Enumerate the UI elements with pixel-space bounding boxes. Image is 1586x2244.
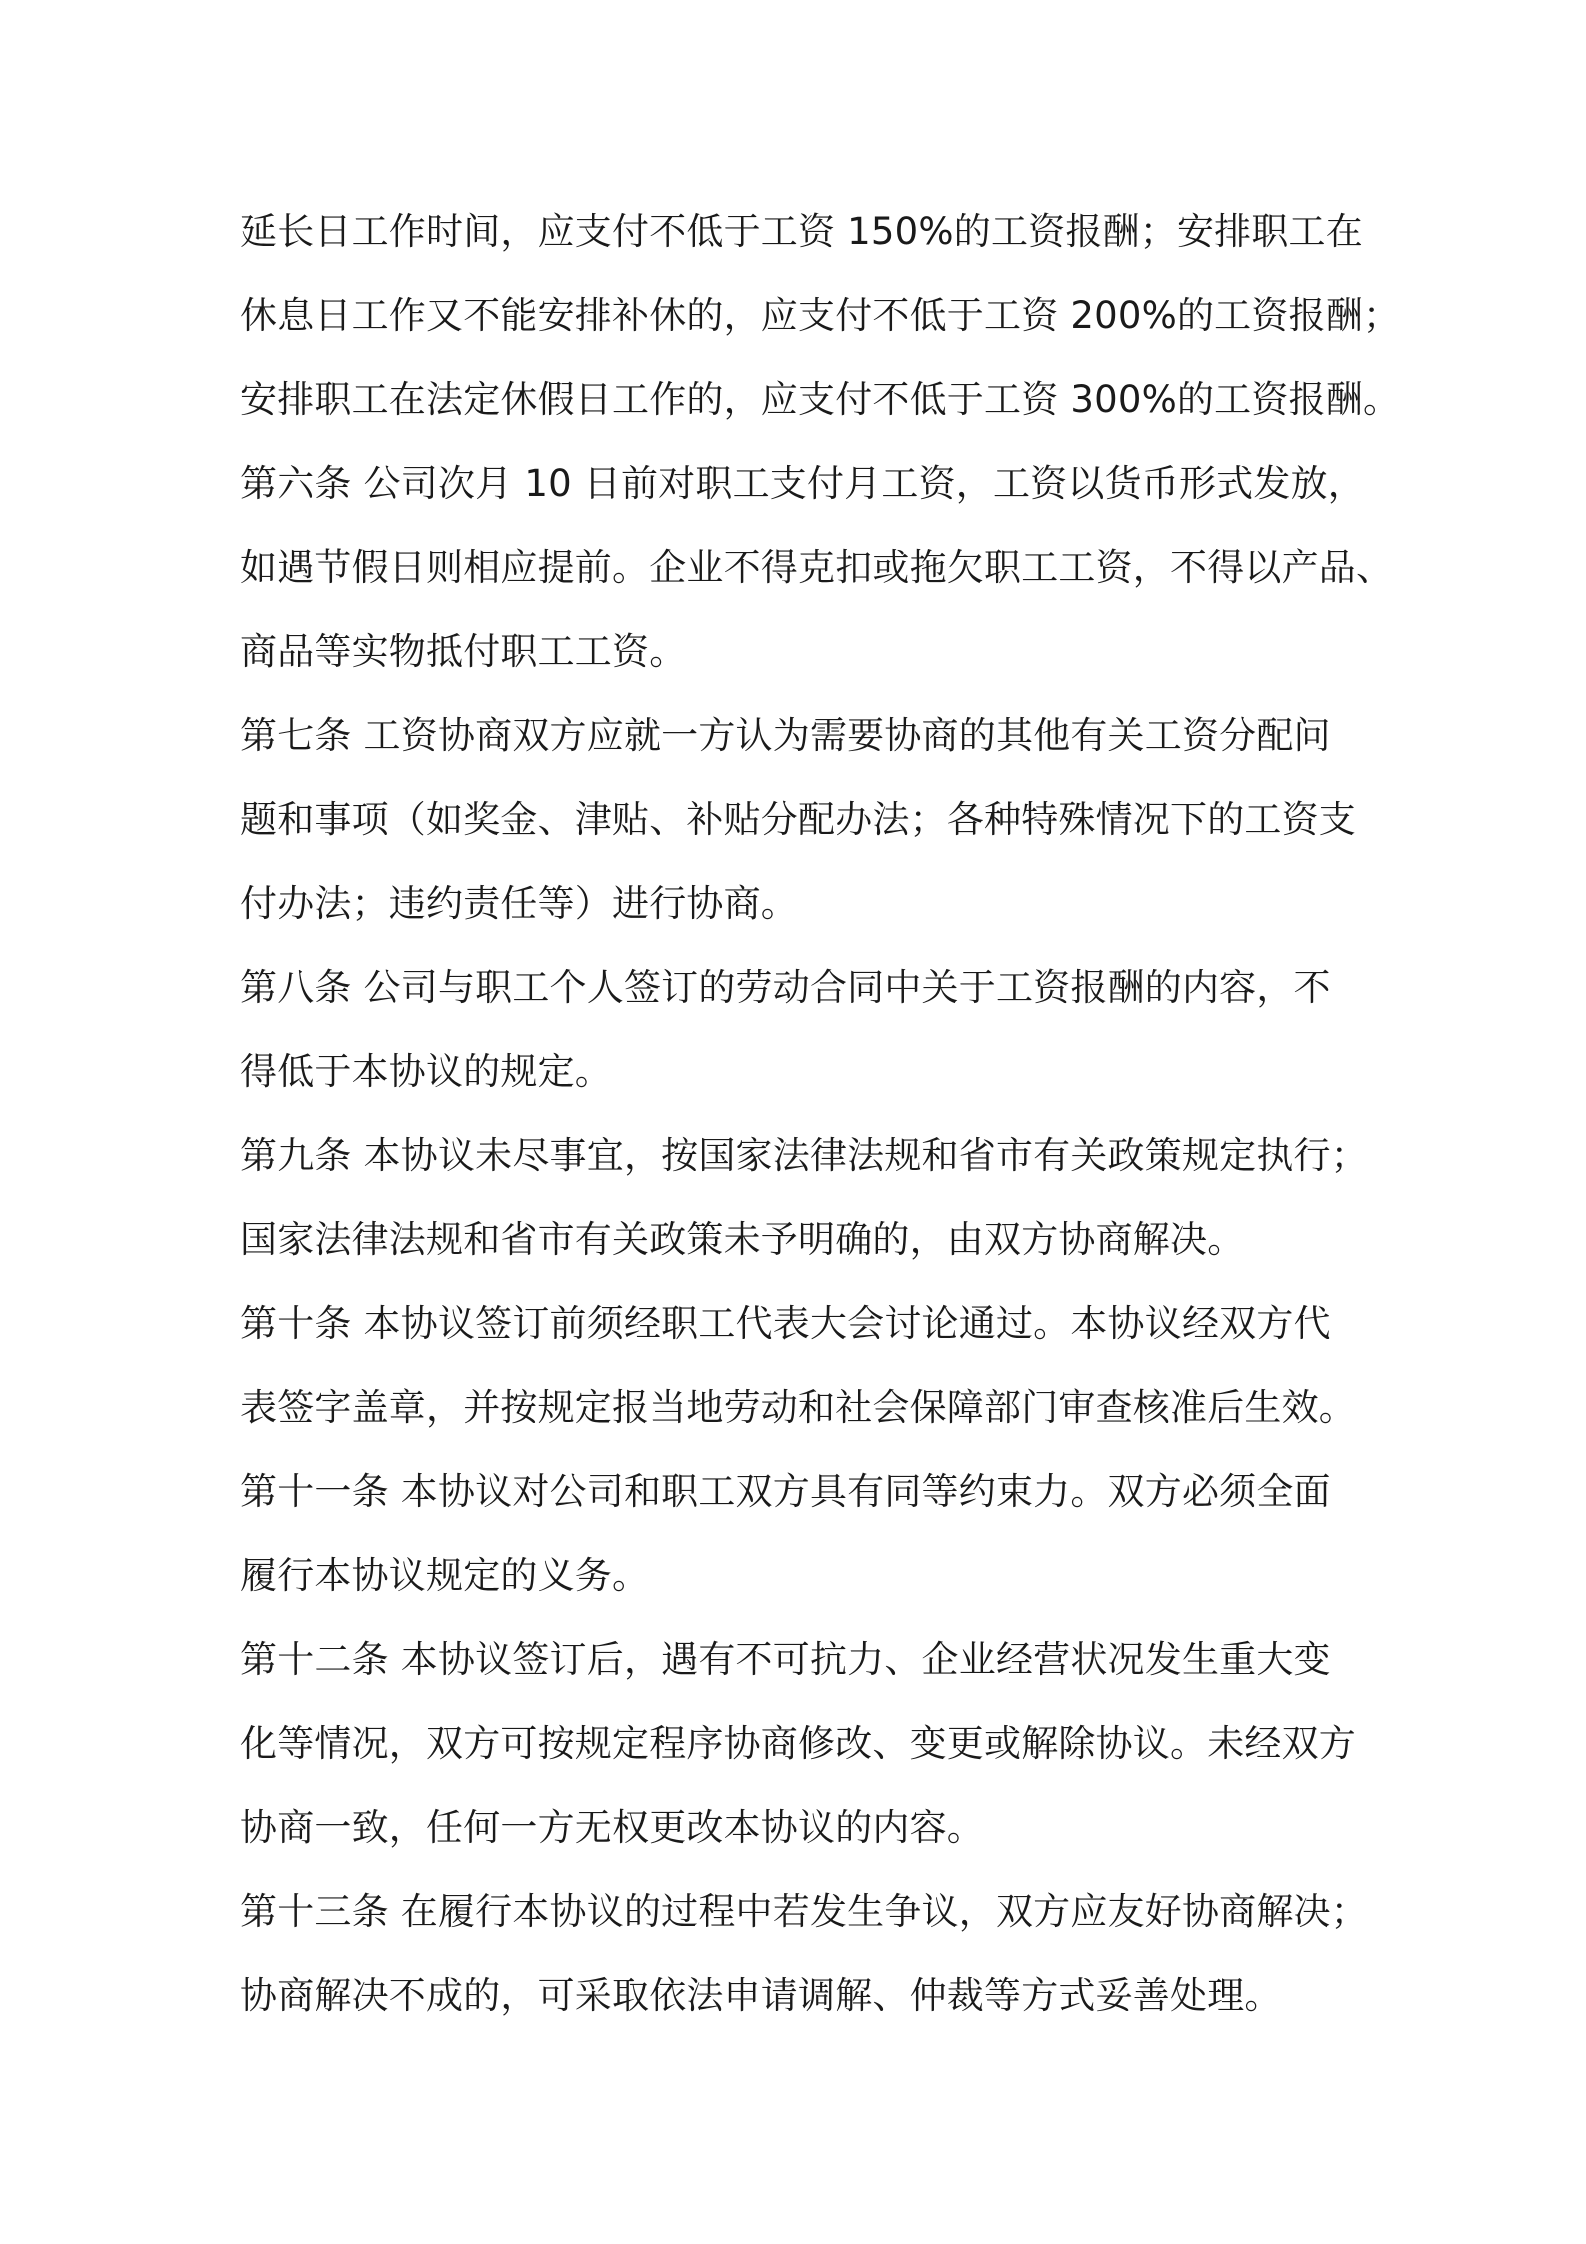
text-line: 付办法；违约责任等）进行协商。 xyxy=(240,882,798,925)
text-line: 安排职工在法定休假日工作的，应支付不低于工资 300%的工资报酬。 xyxy=(240,378,1401,421)
text-line: 表签字盖章，并按规定报当地劳动和社会保障部门审查核准后生效。 xyxy=(240,1386,1356,1429)
text-line: 化等情况，双方可按规定程序协商修改、变更或解除协议。未经双方 xyxy=(240,1722,1356,1765)
text-line: 休息日工作又不能安排补休的，应支付不低于工资 200%的工资报酬； xyxy=(240,294,1401,337)
article-11-line: 第十一条 本协议对公司和职工双方具有同等约束力。双方必须全面 xyxy=(240,1470,1331,1513)
text-line: 协商解决不成的，可采取依法申请调解、仲裁等方式妥善处理。 xyxy=(240,1974,1282,2017)
text-line: 协商一致，任何一方无权更改本协议的内容。 xyxy=(240,1806,984,1849)
article-10-line: 第十条 本协议签订前须经职工代表大会讨论通过。本协议经双方代 xyxy=(240,1302,1331,1345)
text-line: 延长日工作时间，应支付不低于工资 150%的工资报酬；安排职工在 xyxy=(240,210,1363,253)
article-13-line: 第十三条 在履行本协议的过程中若发生争议，双方应友好协商解决； xyxy=(240,1890,1368,1933)
document-body xyxy=(240,190,1401,2038)
text-line: 题和事项（如奖金、津贴、补贴分配办法；各种特殊情况下的工资支 xyxy=(240,798,1356,841)
article-12-line: 第十二条 本协议签订后，遇有不可抗力、企业经营状况发生重大变 xyxy=(240,1638,1331,1681)
article-9-line: 第九条 本协议未尽事宜，按国家法律法规和省市有关政策规定执行； xyxy=(240,1134,1368,1177)
text-line: 得低于本协议的规定。 xyxy=(240,1050,612,1093)
text-line: 履行本协议规定的义务。 xyxy=(240,1554,650,1597)
article-8-line: 第八条 公司与职工个人签订的劳动合同中关于工资报酬的内容，不 xyxy=(240,966,1331,1009)
text-line: 商品等实物抵付职工工资。 xyxy=(240,630,687,673)
article-7-line: 第七条 工资协商双方应就一方认为需要协商的其他有关工资分配问 xyxy=(240,714,1331,757)
text-line: 如遇节假日则相应提前。企业不得克扣或拖欠职工工资，不得以产品、 xyxy=(240,546,1394,589)
text-line: 国家法律法规和省市有关政策未予明确的，由双方协商解决。 xyxy=(240,1218,1245,1261)
article-6-line: 第六条 公司次月 10 日前对职工支付月工资，工资以货币形式发放， xyxy=(240,462,1365,505)
